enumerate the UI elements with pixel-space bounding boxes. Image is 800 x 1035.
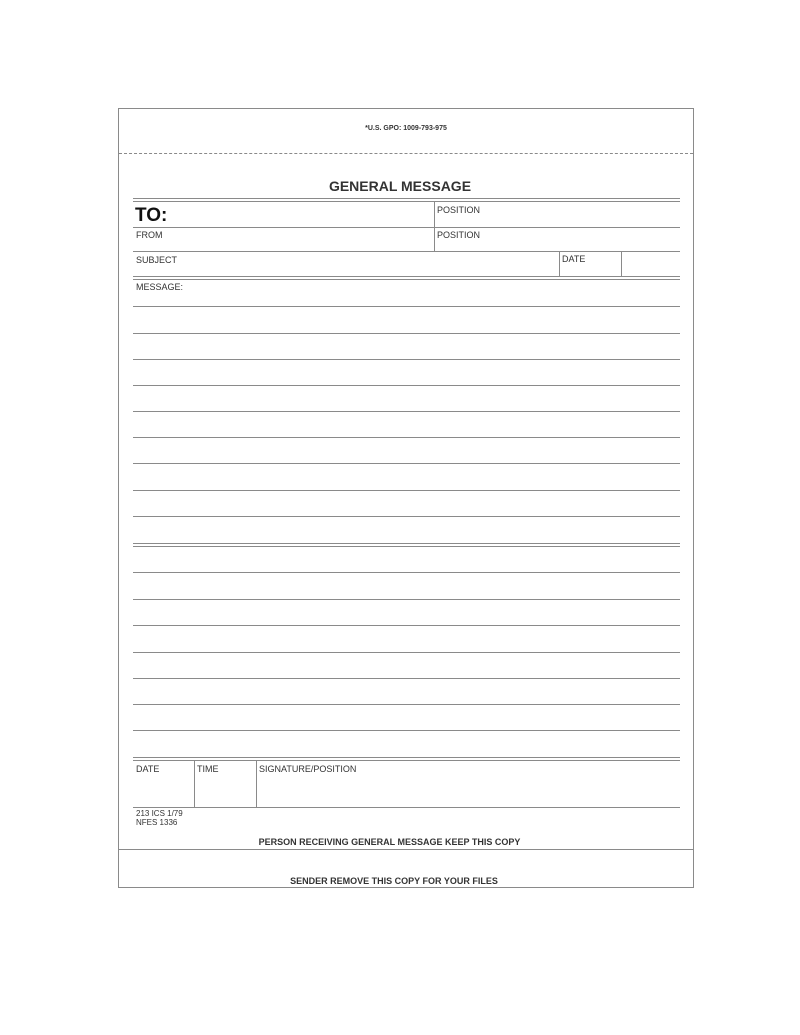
from-position-label: POSITION	[437, 230, 481, 240]
message-line	[133, 463, 680, 464]
signature-rule-1	[133, 757, 680, 758]
footer-date-label: DATE	[136, 764, 160, 774]
message-line	[133, 516, 680, 517]
footer-time-label: TIME	[197, 764, 219, 774]
message-line	[133, 652, 680, 653]
title-rule-1	[133, 198, 680, 199]
message-line	[133, 704, 680, 705]
footer-time-divider	[256, 761, 257, 807]
form-number: 213 ICS 1/79	[136, 809, 183, 818]
message-reply-rule-1	[133, 543, 680, 544]
to-position-field[interactable]	[437, 216, 679, 226]
subject-date-divider	[559, 252, 560, 277]
signature-rule-2	[133, 760, 680, 761]
message-line	[133, 411, 680, 412]
title-rule-2	[133, 201, 680, 202]
from-field[interactable]	[136, 240, 431, 250]
message-line	[133, 333, 680, 334]
date-field[interactable]	[624, 254, 679, 275]
date-value-divider	[621, 252, 622, 277]
message-line	[133, 625, 680, 626]
message-line	[133, 490, 680, 491]
message-area[interactable]	[133, 280, 680, 755]
gpo-notice: *U.S. GPO: 1009-793-975	[365, 125, 447, 132]
signature-label: SIGNATURE/POSITION	[259, 764, 357, 774]
message-line	[133, 306, 680, 307]
sender-instruction: SENDER REMOVE THIS COPY FOR YOUR FILES	[290, 876, 498, 886]
message-line	[133, 678, 680, 679]
from-row-rule	[133, 251, 680, 252]
to-row-rule	[133, 227, 680, 228]
message-label: MESSAGE:	[136, 282, 184, 292]
from-label: FROM	[136, 230, 163, 240]
subject-rule-1	[133, 276, 680, 277]
message-line	[133, 572, 680, 573]
signature-field[interactable]	[259, 776, 679, 806]
to-field[interactable]	[175, 203, 431, 226]
tear-line	[119, 153, 693, 154]
subject-field[interactable]	[136, 265, 556, 275]
form-title: GENERAL MESSAGE	[328, 178, 472, 194]
copy-separator	[119, 849, 694, 850]
from-position-field[interactable]	[437, 240, 679, 250]
receiver-instruction: PERSON RECEIVING GENERAL MESSAGE KEEP THIS COPY	[258, 837, 521, 847]
footer-date-field[interactable]	[136, 776, 192, 806]
subject-label: SUBJECT	[136, 255, 178, 265]
message-line	[133, 599, 680, 600]
footer-time-field[interactable]	[197, 776, 254, 806]
to-label: TO:	[135, 205, 168, 226]
message-line	[133, 385, 680, 386]
message-line	[133, 437, 680, 438]
message-line	[133, 359, 680, 360]
nfes-number: NFES 1336	[136, 818, 178, 827]
message-line	[133, 730, 680, 731]
date-label: DATE	[562, 254, 586, 264]
footer-date-divider	[194, 761, 195, 807]
signature-bottom-rule	[133, 807, 680, 808]
to-position-label: POSITION	[437, 205, 481, 215]
message-reply-rule-2	[133, 546, 680, 547]
